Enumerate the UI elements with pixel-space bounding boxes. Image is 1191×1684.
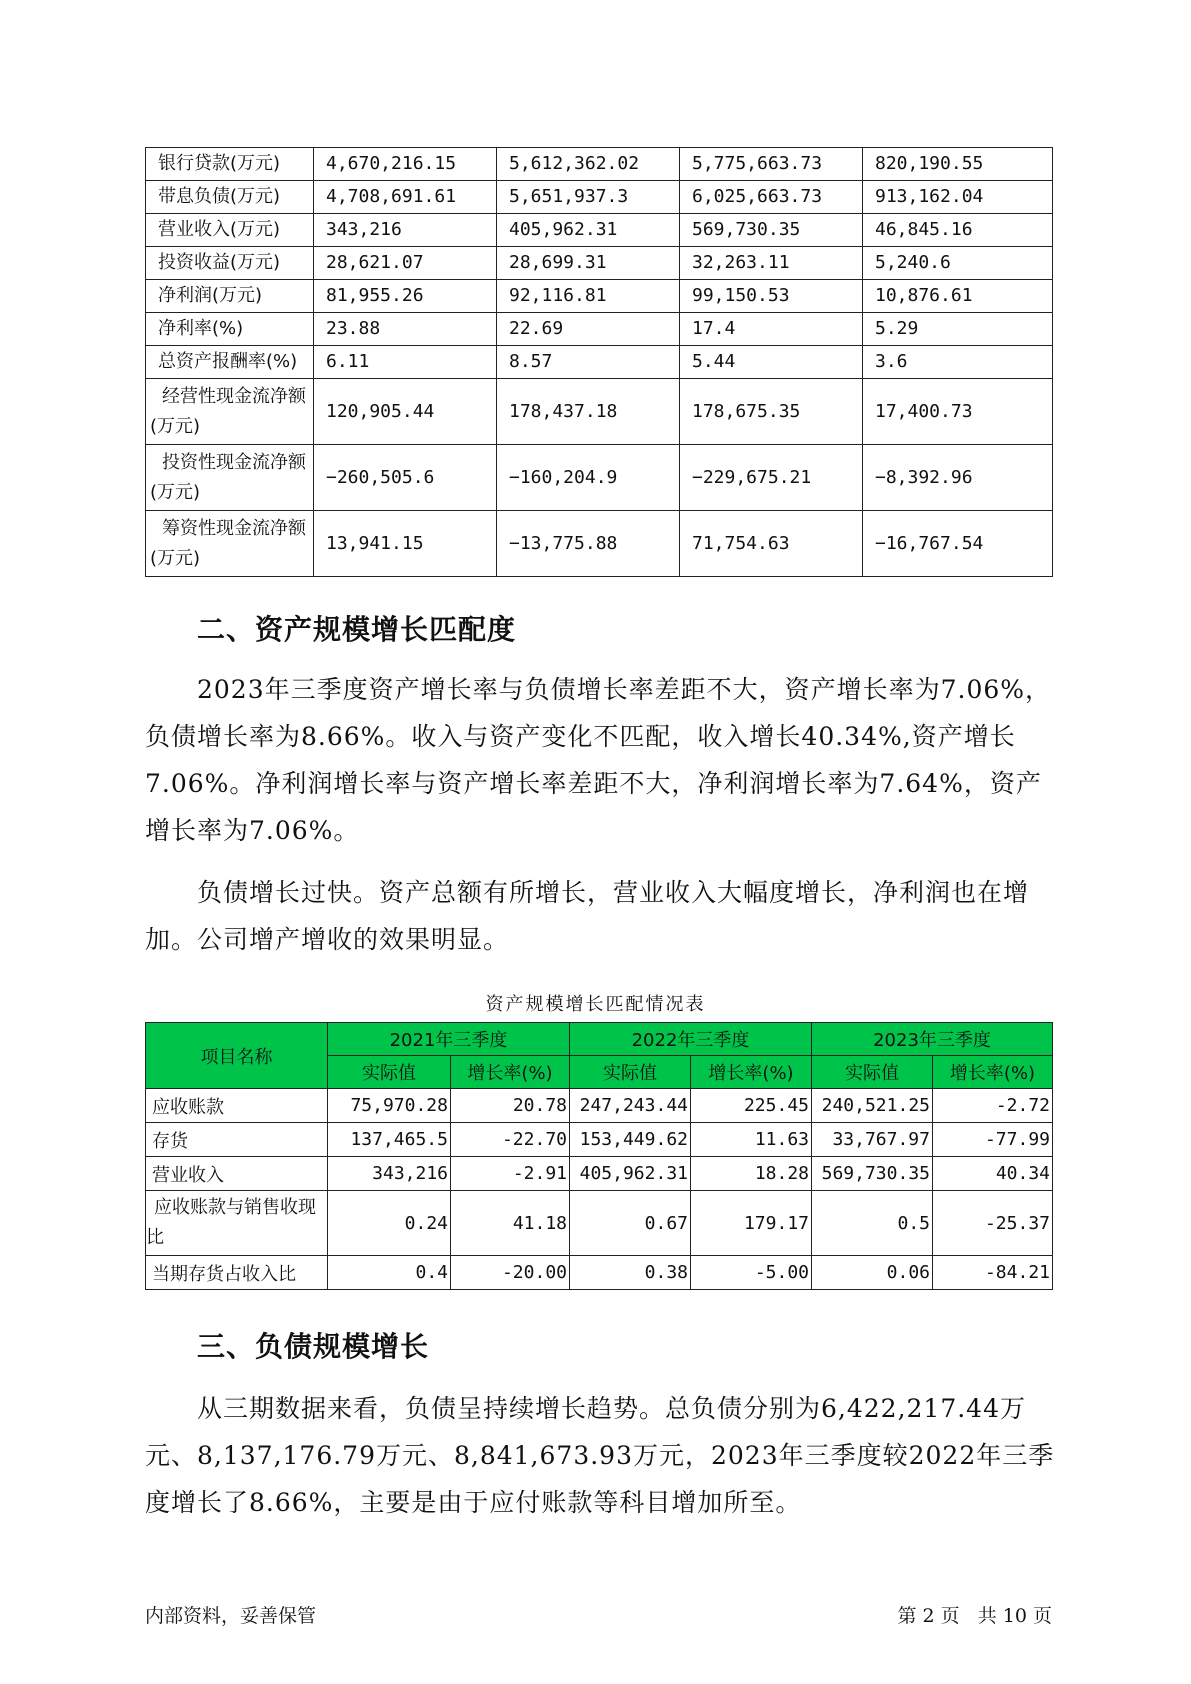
row-label-text: 带息负债(万元)	[158, 186, 281, 207]
cell-actual-value: 0.4	[328, 1256, 451, 1290]
header-period-2021: 2021年三季度	[328, 1023, 570, 1056]
cell-growth-rate: -20.00	[451, 1256, 570, 1290]
header-growth-2022: 增长率(%)	[691, 1056, 812, 1089]
header-growth-2023: 增长率(%)	[933, 1056, 1053, 1089]
header-actual-2023: 实际值	[812, 1056, 933, 1089]
row-label	[146, 148, 314, 181]
row-label-text: 投资收益(万元)	[158, 252, 281, 273]
cell-value: 820,190.55	[863, 148, 1053, 181]
cell-value: 46,845.16	[863, 214, 1053, 247]
cell-value: 5,240.6	[863, 247, 1053, 280]
table-row	[146, 1157, 1053, 1191]
header-actual-2021: 实际值	[328, 1056, 451, 1089]
row-label-text: 营业收入	[152, 1164, 224, 1186]
cell-growth-rate: -2.91	[451, 1157, 570, 1191]
row-label	[146, 445, 314, 511]
cell-value: 6.11	[314, 346, 497, 379]
row-label-text: 营业收入(万元)	[158, 219, 281, 240]
cell-actual-value: 0.24	[328, 1191, 451, 1256]
cell-actual-value: 75,970.28	[328, 1089, 451, 1123]
cell-actual-value: 0.38	[570, 1256, 691, 1290]
table-row	[146, 1191, 1053, 1256]
cell-actual-value: 405,962.31	[570, 1157, 691, 1191]
table-caption: 资产规模增长匹配情况表	[485, 994, 706, 1015]
cell-growth-rate: 18.28	[691, 1157, 812, 1191]
cell-value: −229,675.21	[680, 445, 863, 511]
table-row	[146, 445, 1053, 511]
header-growth-2021: 增长率(%)	[451, 1056, 570, 1089]
liability-growth-paragraph: 从三期数据来看，负债呈持续增长趋势。总负债分别为6,422,217.44万元、8,137,176.79万元、8,841,673.93万元，2023年三季度较2022年三季度增长了8.66%，主要是由于应付账款等科目增加所至。	[145, 1394, 1055, 1517]
cell-value: 4,670,216.15	[314, 148, 497, 181]
cell-value: 5,651,937.3	[497, 181, 680, 214]
row-label	[146, 346, 314, 379]
cell-growth-rate: 179.17	[691, 1191, 812, 1256]
header-actual-2022: 实际值	[570, 1056, 691, 1089]
cell-growth-rate: -25.37	[933, 1191, 1053, 1256]
cell-value: 405,962.31	[497, 214, 680, 247]
cell-value: 32,263.11	[680, 247, 863, 280]
cell-growth-rate: -5.00	[691, 1256, 812, 1290]
cell-actual-value: 0.5	[812, 1191, 933, 1256]
row-label	[146, 379, 314, 445]
row-label-text: 应收账款	[152, 1096, 224, 1118]
cell-actual-value: 137,465.5	[328, 1123, 451, 1157]
row-label	[146, 181, 314, 214]
row-label-text: 银行贷款(万元)	[158, 153, 281, 174]
cell-value: 178,437.18	[497, 379, 680, 445]
row-label-text: 当期存货占收入比	[152, 1263, 296, 1285]
cell-value: 23.88	[314, 313, 497, 346]
cell-value: 178,675.35	[680, 379, 863, 445]
cell-value: 17.4	[680, 313, 863, 346]
row-label	[146, 1157, 328, 1191]
table-row	[146, 1256, 1053, 1290]
header-item-name: 项目名称	[146, 1023, 328, 1089]
table-row	[146, 313, 1053, 346]
row-label	[146, 1256, 328, 1290]
row-label	[146, 1191, 328, 1256]
cell-growth-rate: 40.34	[933, 1157, 1053, 1191]
cell-value: 28,699.31	[497, 247, 680, 280]
table-row	[146, 346, 1053, 379]
header-period-2023: 2023年三季度	[812, 1023, 1053, 1056]
row-label-text: 投资性现金流净额(万元)	[150, 451, 306, 503]
table-row	[146, 1123, 1053, 1157]
cell-growth-rate: -77.99	[933, 1123, 1053, 1157]
cell-value: 8.57	[497, 346, 680, 379]
cell-growth-rate: -84.21	[933, 1256, 1053, 1290]
row-label	[146, 214, 314, 247]
table-row	[146, 1089, 1053, 1123]
cell-value: 5.29	[863, 313, 1053, 346]
cell-value: −260,505.6	[314, 445, 497, 511]
table-row	[146, 379, 1053, 445]
footer-confidential-note: 内部资料，妥善保管	[145, 1605, 317, 1627]
cell-value: 5.44	[680, 346, 863, 379]
financial-indicators-table	[145, 147, 1053, 577]
row-label-text: 经营性现金流净额(万元)	[150, 385, 306, 437]
row-label-text: 净利率(%)	[158, 318, 244, 339]
row-label	[146, 1089, 328, 1123]
footer-page-number: 第 2 页 共 10 页	[897, 1605, 1052, 1627]
table-row	[146, 280, 1053, 313]
cell-value: −13,775.88	[497, 511, 680, 577]
cell-growth-rate: 41.18	[451, 1191, 570, 1256]
row-label-text: 存货	[152, 1130, 188, 1152]
cell-value: 913,162.04	[863, 181, 1053, 214]
cell-value: 13,941.15	[314, 511, 497, 577]
table-row	[146, 511, 1053, 577]
asset-growth-paragraph-1: 2023年三季度资产增长率与负债增长率差距不大，资产增长率为7.06%，负债增长率为8.66%。收入与资产变化不匹配，收入增长40.34%,资产增长7.06%。净利润增长率与资产增长率差距不大，净利润增长率为7.64%，资产增长率为7.06%。	[145, 675, 1052, 845]
cell-growth-rate: -22.70	[451, 1123, 570, 1157]
cell-value: 17,400.73	[863, 379, 1053, 445]
cell-value: 10,876.61	[863, 280, 1053, 313]
cell-value: 4,708,691.61	[314, 181, 497, 214]
cell-growth-rate: 11.63	[691, 1123, 812, 1157]
row-label-text: 总资产报酬率(%)	[158, 351, 298, 372]
cell-value: 3.6	[863, 346, 1053, 379]
row-label-text: 净利润(万元)	[158, 285, 263, 306]
header-period-2022: 2022年三季度	[570, 1023, 812, 1056]
table-row	[146, 214, 1053, 247]
cell-actual-value: 0.06	[812, 1256, 933, 1290]
asset-growth-match-table	[145, 1022, 1053, 1290]
row-label-text: 筹资性现金流净额(万元)	[150, 517, 306, 569]
cell-value: 343,216	[314, 214, 497, 247]
cell-value: 28,621.07	[314, 247, 497, 280]
cell-actual-value: 343,216	[328, 1157, 451, 1191]
cell-actual-value: 240,521.25	[812, 1089, 933, 1123]
cell-growth-rate: -2.72	[933, 1089, 1053, 1123]
cell-actual-value: 33,767.97	[812, 1123, 933, 1157]
cell-growth-rate: 20.78	[451, 1089, 570, 1123]
cell-value: 5,775,663.73	[680, 148, 863, 181]
table-row	[146, 247, 1053, 280]
cell-growth-rate: 225.45	[691, 1089, 812, 1123]
cell-actual-value: 153,449.62	[570, 1123, 691, 1157]
cell-value: 71,754.63	[680, 511, 863, 577]
row-label	[146, 511, 314, 577]
cell-value: 5,612,362.02	[497, 148, 680, 181]
cell-actual-value: 569,730.35	[812, 1157, 933, 1191]
table-row	[146, 181, 1053, 214]
asset-growth-paragraph-2: 负债增长过快。资产总额有所增长，营业收入大幅度增长，净利润也在增加。公司增产增收的效果明显。	[145, 878, 1030, 954]
cell-value: −8,392.96	[863, 445, 1053, 511]
row-label	[146, 1123, 328, 1157]
cell-value: −160,204.9	[497, 445, 680, 511]
cell-actual-value: 0.67	[570, 1191, 691, 1256]
cell-actual-value: 247,243.44	[570, 1089, 691, 1123]
cell-value: 81,955.26	[314, 280, 497, 313]
cell-value: −16,767.54	[863, 511, 1053, 577]
section-heading-liability-growth: 三、负债规模增长	[197, 1330, 430, 1363]
cell-value: 569,730.35	[680, 214, 863, 247]
section-heading-asset-growth: 二、资产规模增长匹配度	[197, 613, 517, 646]
cell-value: 6,025,663.73	[680, 181, 863, 214]
cell-value: 22.69	[497, 313, 680, 346]
cell-value: 120,905.44	[314, 379, 497, 445]
cell-value: 92,116.81	[497, 280, 680, 313]
row-label	[146, 313, 314, 346]
row-label	[146, 247, 314, 280]
row-label	[146, 280, 314, 313]
cell-value: 99,150.53	[680, 280, 863, 313]
row-label-text: 应收账款与销售收现比	[146, 1197, 316, 1248]
table-row	[146, 148, 1053, 181]
